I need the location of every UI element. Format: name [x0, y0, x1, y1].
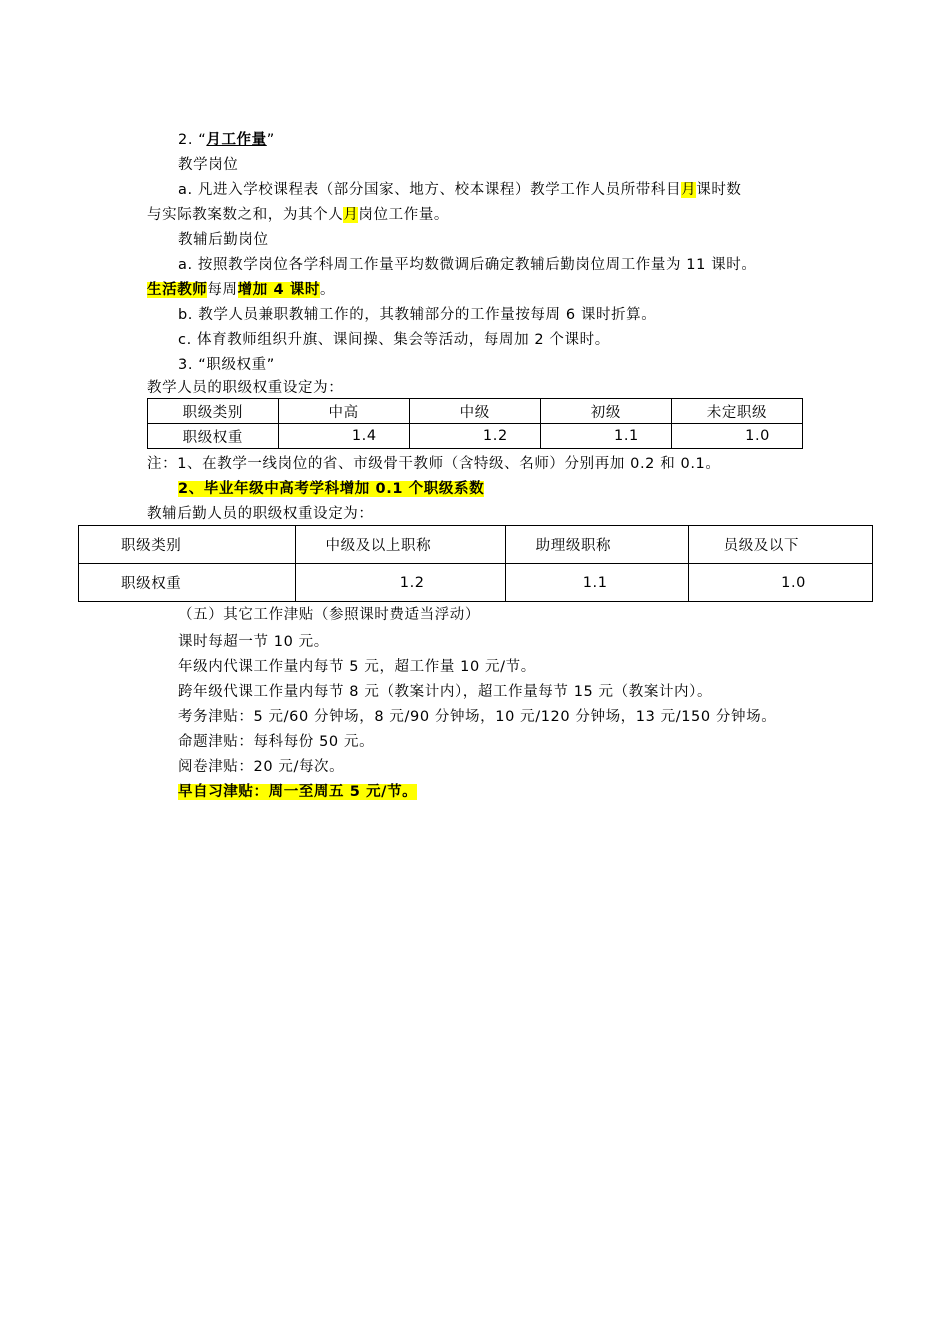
heading-number: 2. “: [178, 132, 207, 148]
text: 课时数: [696, 182, 742, 198]
item-a-line2: [147, 205, 449, 225]
text: a. 凡进入学校课程表（部分国家、地方、校本课程）教学工作人员所带科目: [178, 182, 682, 198]
allowance-line: 命题津贴：每科每份 50 元。: [178, 734, 375, 750]
text: 。: [320, 282, 336, 298]
allowance-line: 跨年级代课工作量内每节 8 元（教案计内），超工作量每节 15 元（教案计内）。: [178, 684, 713, 700]
text: 岗位工作量。: [358, 207, 450, 223]
allowance-line: 考务津贴：5 元/60 分钟场，8 元/90 分钟场，10 元/120 分钟场，13 元/150 分钟场。: [178, 709, 777, 725]
table-cell: 1.4: [278, 424, 409, 449]
highlight-month: 月: [343, 207, 359, 223]
note-2: [178, 479, 484, 499]
table-cell: 中级及以上职称: [295, 526, 505, 564]
table-cell: 职级权重: [148, 424, 279, 449]
table-row: [79, 526, 873, 564]
table-cell: 1.0: [688, 564, 872, 602]
teaching-post-label: 教学岗位: [178, 157, 239, 173]
support-weights-table: [78, 525, 873, 602]
table-cell: 中级: [409, 399, 540, 424]
table-cell: 职级权重: [79, 564, 296, 602]
support-weights-intro: 教辅后勤人员的职级权重设定为：: [147, 506, 374, 522]
highlight-month: 月: [681, 182, 697, 198]
table-cell: 1.1: [540, 424, 671, 449]
early-study-allowance: [178, 782, 417, 802]
table-cell: 职级类别: [79, 526, 296, 564]
table-cell: 职级类别: [148, 399, 279, 424]
table-cell: 助理级职称: [505, 526, 688, 564]
table-cell: 1.2: [409, 424, 540, 449]
highlight-note-2: 2、毕业年级中高考学科增加 0.1 个职级系数: [178, 481, 485, 497]
table-cell: 1.2: [295, 564, 505, 602]
table-row: [79, 564, 873, 602]
life-teacher-line: [147, 280, 335, 300]
support-item-a: a. 按照教学岗位各学科周工作量平均数微调后确定教辅后勤岗位周工作量为 11 课时。: [178, 257, 757, 273]
allowance-line: 阅卷津贴：20 元/每次。: [178, 759, 345, 775]
table-cell: 初级: [540, 399, 671, 424]
item-c: c. 体育教师组织升旗、课间操、集会等活动，每周加 2 个课时。: [178, 332, 610, 348]
table-cell: 1.0: [671, 424, 802, 449]
heading-title: 月工作量: [206, 132, 267, 148]
table-cell: 员级及以下: [688, 526, 872, 564]
allowance-line: 年级内代课工作量内每节 5 元，超工作量 10 元/节。: [178, 659, 536, 675]
teaching-weights-table: [147, 398, 803, 449]
text: 每周: [207, 282, 238, 298]
heading-quote-end: ”: [266, 132, 275, 148]
table-cell: 1.1: [505, 564, 688, 602]
teaching-weights-intro: 教学人员的职级权重设定为：: [147, 380, 344, 396]
heading-other-allowance: （五）其它工作津贴（参照课时费适当浮动）: [178, 607, 480, 623]
table-cell: 中高: [278, 399, 409, 424]
item-a-line1: [178, 180, 742, 200]
item-b: b. 教学人员兼职教辅工作的，其教辅部分的工作量按每周 6 课时折算。: [178, 307, 657, 323]
highlight-early-study: 早自习津贴：周一至周五 5 元/节。: [178, 784, 418, 800]
heading-monthly-workload: [178, 130, 275, 150]
table-row: [148, 399, 803, 424]
heading-weights: 3. “职级权重”: [178, 357, 275, 373]
support-post-label: 教辅后勤岗位: [178, 232, 269, 248]
highlight-life-teacher: 生活教师: [147, 282, 208, 298]
table-cell: 未定职级: [671, 399, 802, 424]
note-1: 注：1、在教学一线岗位的省、市级骨干教师（含特级、名师）分别再加 0.2 和 0.1。: [147, 456, 721, 472]
allowance-line: 课时每超一节 10 元。: [178, 634, 329, 650]
text: 与实际教案数之和，为其个人: [147, 207, 344, 223]
highlight-extra-hours: 增加 4 课时: [237, 282, 320, 298]
table-row: [148, 424, 803, 449]
